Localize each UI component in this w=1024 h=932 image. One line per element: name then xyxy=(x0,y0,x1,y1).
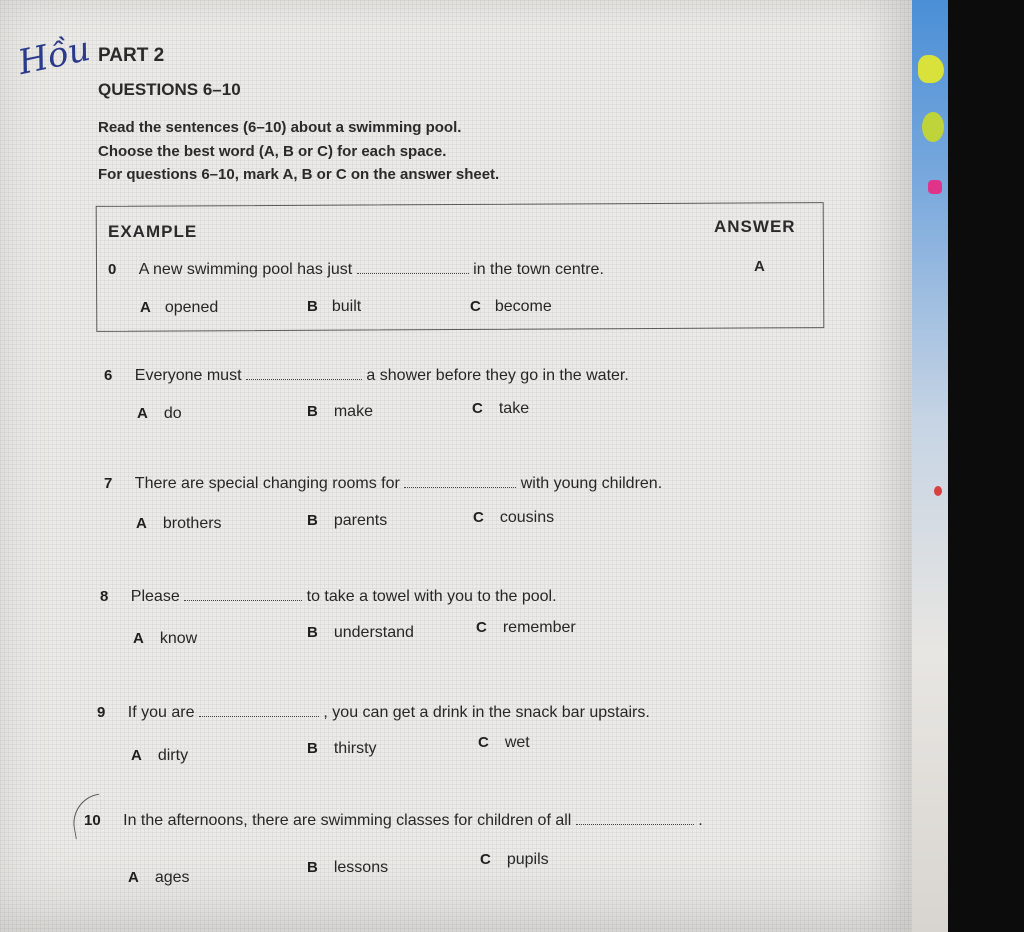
q9-option-c: C wet xyxy=(478,734,530,751)
q10-option-a: A ages xyxy=(128,869,190,886)
q8-option-b: B understand xyxy=(307,624,414,641)
question-text-after: with young children. xyxy=(520,475,663,492)
q6-option-b: B make xyxy=(307,403,373,420)
question-number: 10 xyxy=(84,812,101,829)
q7-option-c: C cousins xyxy=(473,509,555,526)
question-6 xyxy=(104,367,629,385)
question-text-before: A new swimming pool has just xyxy=(138,261,353,278)
decoration-shape xyxy=(928,180,942,194)
question-text-before: There are special changing rooms for xyxy=(134,475,400,492)
question-text-before: If you are xyxy=(127,704,195,721)
q6-option-a: A do xyxy=(137,405,182,422)
instruction-line: For questions 6–10, mark A, B or C on the answer sheet. xyxy=(98,166,500,183)
question-number: 7 xyxy=(104,475,113,492)
questions-title: QUESTIONS 6–10 xyxy=(98,80,241,99)
question-number: 8 xyxy=(100,588,109,605)
decoration-shape xyxy=(934,486,942,496)
question-9 xyxy=(97,704,650,722)
example-option-c: C become xyxy=(470,298,552,315)
q8-option-c: C remember xyxy=(476,619,576,636)
question-number: 9 xyxy=(97,704,106,721)
question-text-after: in the town centre. xyxy=(473,261,604,278)
answer-blank xyxy=(199,716,319,717)
question-7 xyxy=(104,475,662,493)
q10-option-c: C pupils xyxy=(480,851,549,868)
example-label: EXAMPLE xyxy=(108,222,198,241)
example-question xyxy=(108,261,604,279)
decoration-shape xyxy=(922,112,944,142)
question-text-after: . xyxy=(698,812,703,829)
answer-blank xyxy=(246,379,362,380)
question-text-after: to take a towel with you to the pool. xyxy=(306,588,557,605)
instruction-line: Choose the best word (A, B or C) for each space. xyxy=(98,143,447,160)
question-8 xyxy=(100,588,557,606)
answer-blank xyxy=(576,824,694,825)
example-option-b: B built xyxy=(307,298,362,315)
question-10 xyxy=(84,812,703,830)
answer-blank xyxy=(357,273,469,274)
part-title: PART 2 xyxy=(98,45,165,66)
decoration-shape xyxy=(918,55,944,83)
question-text-before: In the afternoons, there are swimming classes for children of all xyxy=(123,812,572,829)
question-text-before: Please xyxy=(130,588,180,605)
answer-blank xyxy=(184,600,302,601)
instruction-line: Read the sentences (6–10) about a swimming pool. xyxy=(98,119,462,136)
q7-option-b: B parents xyxy=(307,512,388,529)
q10-option-b: B lessons xyxy=(307,859,389,876)
answer-blank xyxy=(404,487,516,488)
background-dark-edge xyxy=(948,0,1024,932)
q6-option-c: C take xyxy=(472,400,530,417)
handwritten-note: Hồu xyxy=(14,28,94,84)
example-answer: A xyxy=(754,258,765,275)
question-text-after: , you can get a drink in the snack bar upstairs. xyxy=(323,704,650,721)
q8-option-a: A know xyxy=(133,630,198,647)
question-text-after: a shower before they go in the water. xyxy=(366,367,629,384)
q9-option-a: A dirty xyxy=(131,747,189,764)
question-text-before: Everyone must xyxy=(134,367,242,384)
example-option-a: A opened xyxy=(140,299,219,316)
question-number: 0 xyxy=(108,261,117,278)
background-book-cover xyxy=(912,0,948,932)
q9-option-b: B thirsty xyxy=(307,740,377,757)
answer-label: ANSWER xyxy=(714,217,796,236)
q7-option-a: A brothers xyxy=(136,515,222,532)
question-number: 6 xyxy=(104,367,113,384)
